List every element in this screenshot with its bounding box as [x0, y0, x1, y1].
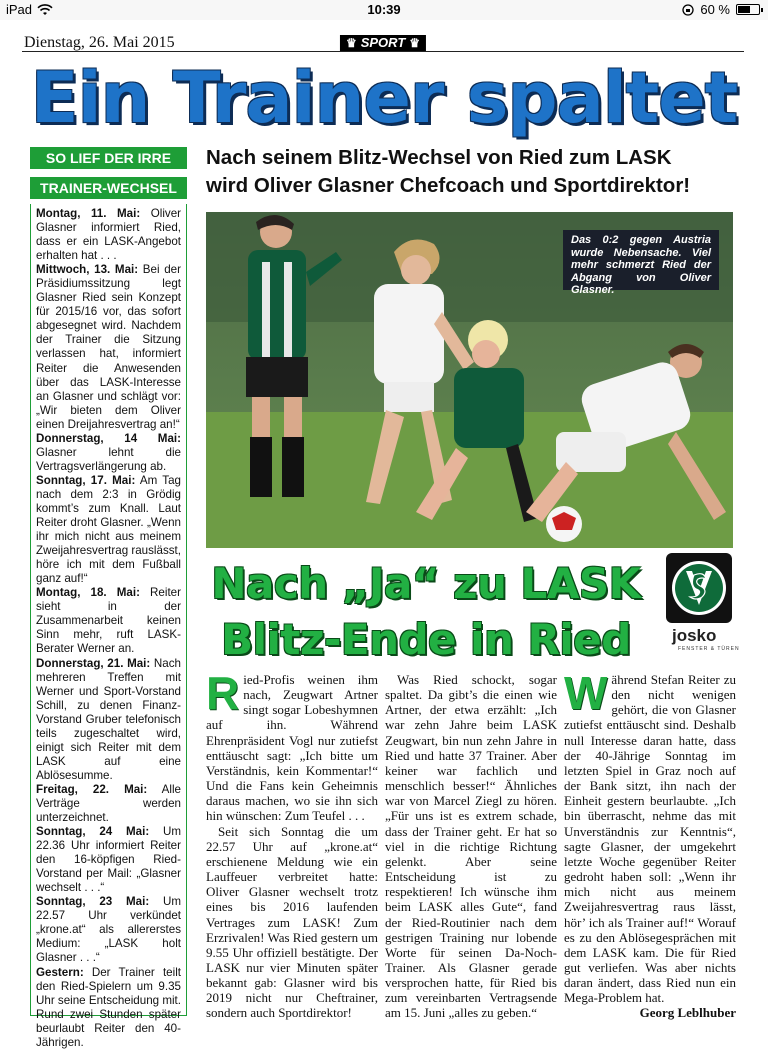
device-label: iPad [6, 2, 33, 17]
timeline-entry: Sonntag, 23 Mai: Um 22.57 Uhr verkündet „krone.at“ als allererstes Medium: „LASK holt Glasner . . .“ [36, 895, 181, 965]
article-column-3 [564, 667, 736, 1021]
timeline-entry: Donnerstag, 21. Mai: Nach mehreren Treffen mit Werner und Sport-Vorstand Schill, zu denen Finanz-Vorstand Gruber telefonisch teils zugeschaltet wird, einigt sich Reiter mit dem LASK auf eine Ablösesumme. [36, 656, 181, 782]
timeline-entry: Montag, 11. Mai: Oliver Glasner informiert Ried, dass er ein LASK-Angebot erhalten hat . . . [36, 207, 182, 263]
timeline-entry: Mittwoch, 13. Mai: Bei der Präsidiumssitzung legt Glasner Ried sein Konzept für 2015/16 vor, das sofort abgesegnet wird. Nachdem der Trainer die Sitzung verlassen hat, informiert Reiter die Anwesenden über das LASK-Interesse an Glasner und schlägt vor: „Wir bieten dem Oliver einen Dreijahresvertrag an!“ [36, 263, 181, 431]
timeline-entry: Sonntag, 24 Mai: Um 22.36 Uhr informiert Reiter den 16-köpfigen Ried-Vorstand per Mail: „Glasner wechselt . . .“ [36, 825, 181, 895]
timeline-entry: Montag, 18. Mai: Reiter sieht in der Zusammenarbeit keinen Sinn mehr, ruft LASK-Berater Werner an. [36, 586, 181, 656]
section-badge [340, 35, 426, 51]
article-column-1 [206, 667, 378, 1021]
subheadline [206, 556, 646, 668]
subtitle-line: Nach seinem Blitz-Wechsel von Ried zum LASK [206, 146, 672, 169]
timeline-entry: Sonntag, 17. Mai: Am Tag nach dem 2:3 in Grödig kommt’s zum Knall. Laut Reiter droht Glasner. „Wenn ihr mich nicht aus meinem Zweijahresvertrag rauslässt, höre ich mit dem Fußball ganz auf!“ [36, 473, 181, 586]
timeline-entry: Freitag, 22. Mai: Alle Verträge werden unterzeichnet. [36, 782, 181, 825]
headline: Ein Trainer spaltet [30, 57, 738, 139]
subtitle [206, 144, 746, 200]
article-column-2 [385, 672, 557, 1021]
sponsor-tagline: FENSTER & TÜREN [678, 646, 740, 652]
sidebar-box-subtitle: TRAINER-WECHSEL [30, 177, 187, 199]
battery-percent: 60 % [700, 2, 730, 17]
sidebar-box-title: SO LIEF DER IRRE [30, 147, 187, 169]
subhead-line: Nach „Ja“ zu LASK [211, 559, 641, 608]
date-bar [22, 34, 744, 52]
timeline-sidebar [30, 204, 187, 1049]
section-label: SPORT [360, 35, 406, 50]
timeline-entry: Gestern: Der Trainer teilt den Ried-Spielern um 9.35 Uhr seine Entscheidung mit. Rund zwei Stunden später beurlaubt Reiter den 40-Jährigen. [36, 965, 181, 1049]
article-paragraph: Seit sich Sonntag die um 22.57 Uhr auf „krone.at“ erschienene Meldung wie ein Lauffeuer verbreitet hatte: Oliver Glasner wechselt trotz eines bis 2016 laufenden Vertrages zum LASK! Zum Erzrivalen! Was Ried gestern um 9.55 Uhr offiziell bestätigte. Der LASK nur vier Minuten später bekannt gab: Glasner wird bis 2019 nicht nur Cheftrainer, sondern auch Sportdirektor! [206, 823, 378, 1021]
battery-icon [736, 4, 760, 15]
sv-ried-crest-icon [664, 553, 734, 623]
clock: 10:39 [367, 2, 401, 17]
orientation-lock-icon [682, 4, 694, 16]
article-paragraph: Was Ried schockt, sogar spaltet. Da gibt’s die einen wie Artner, der etwa erzählt: „Ich war zehn Jahre beim LASK Zeugwart, bin nun zehn Jahre in Ried und hatte 37 Trainer. Aber keiner war fachlich und menschlich besser!“ Ähnliches war von Marcel Ziegl zu hören. „Für uns ist es extrem schade, dass der Trainer geht. Er hat so viel in die richtige Richtung gelenkt. Aber seine Entscheidung ist zu respektieren! Ich wünsche ihm beim LASK alles Gute“, fand der Ried-Routinier nach dem gestrigen Training nur lobende Worte für seinen Da-Noch-Trainer. Als Glasner gerade versprochen hatte, für Ried bis zum vereinbarten Vertragsende am 15. Juni „alles zu geben.“ [385, 672, 557, 1021]
drop-cap: W [564, 667, 608, 719]
crown-icon: ♛ [345, 36, 357, 50]
timeline-entry: Donnerstag, 14 Mai: Glasner lehnt die Vertragsverlängerung ab. [36, 431, 181, 473]
issue-date: Dienstag, 26. Mai 2015 [24, 34, 175, 51]
sponsor-logo: josko [672, 626, 717, 645]
subtitle-line: wird Oliver Glasner Chefcoach und Sportdirektor! [206, 174, 691, 197]
battery-fill [738, 6, 750, 13]
crown-icon: ♛ [409, 36, 421, 50]
status-bar [0, 0, 768, 20]
article-paragraph: Während Stefan Reiter zu den nicht wenigen gehört, die von Glasner zutiefst enttäuscht sind. Deshalb null Interesse daran hatte, dass der 40-Jährige Sonntag im letzten Spiel in Graz noch auf der Bank sitzt, ihn nach der Einheit gestern beurlaubte. „Ich bin überrascht, nehme das mit Unverständnis zur Kenntnis“, sagte Glasner, der umgekehrt letzte Woche gegenüber Reiter gedroht haben soll: „Wenn ihr mich nicht aus meinem Zweijahresvertrag raus lässt, hör’ ich als Trainer auf!“ Worauf es zu den Ablösegesprächen mit dem LASK kam. Die für Ried gut verliefen. Was aber nichts daran ändert, dass Ried nun ein Mega-Problem hat. Georg Leblhuber [564, 667, 736, 1021]
article-paragraph: Ried-Profis weinen ihm nach, Zeugwart Artner singt sogar Lobeshymnen auf ihn. Während Ehrenpräsident Vogl nur zutiefst enttäuscht sagt: „Ich bitte um Verständnis, kein Kommentar!“ Und die Fans kein Geheimnis daraus machen, wo sie ihn sich hin wünschen: Zum Teufel . . . [206, 667, 378, 824]
photo-caption: Das 0:2 gegen Austria wurde Nebensache. Viel mehr schmerzt Ried der Abgang von Oliver Glasner. [563, 230, 719, 290]
drop-cap: R [206, 667, 240, 719]
subhead-line: Blitz-Ende in Ried [221, 615, 631, 664]
author-byline: Georg Leblhuber [639, 1005, 736, 1021]
